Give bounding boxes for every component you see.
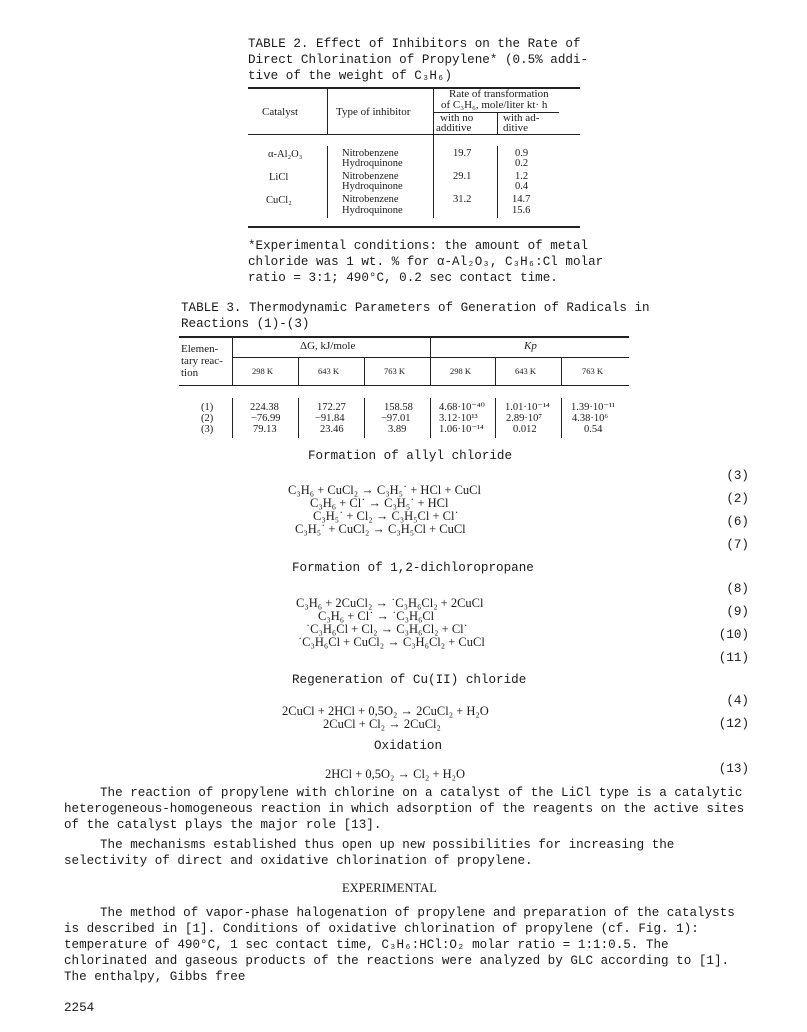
cell-catalyst: CuCl₂ [266, 195, 292, 206]
cell-dg-763: 158.58 [384, 402, 413, 413]
col-header-reaction: tary reac- [181, 355, 223, 367]
col-header-rate: of C₃H₆, mole/liter kt· h [441, 99, 548, 111]
col-header-reaction: tion [181, 367, 199, 379]
cell-kp-298: 3.12·10¹³ [439, 413, 478, 424]
paragraph: The mechanisms established thus open up new possibilities for increasing the selectivity of direct and oxidative chlorination of propylene. [64, 838, 675, 868]
col-header-reaction: Elemen- [181, 343, 219, 355]
col-header-inhibitor: Type of inhibitor [336, 106, 411, 118]
cell-kp-643: 1.01·10⁻¹⁴ [505, 402, 550, 413]
equation: C₃H₆ + Cl˙ → ˙C₃H₆Cl [318, 609, 435, 623]
equation-number: (13) [718, 762, 749, 776]
table-rule [495, 398, 496, 438]
cell-dg-298: 224.38 [250, 402, 279, 413]
col-header-temp: 298 K [252, 366, 274, 376]
cell-rate-no-additive: 19.7 [453, 148, 472, 159]
cell-kp-763: 4.38·10⁶ [572, 413, 609, 424]
table-rule [232, 357, 629, 358]
cell-dg-643: 172.27 [317, 402, 346, 413]
equation-number: (10) [718, 628, 749, 642]
cell-rate-no-additive: 29.1 [453, 171, 472, 182]
equation: ˙C₃H₆Cl + CuCl₂ → C₃H₆Cl₂ + CuCl [298, 635, 485, 649]
table-rule [248, 226, 580, 228]
equation-number: (4) [726, 694, 749, 708]
table-rule [497, 112, 498, 134]
table2-caption-line: tive of the weight of C₃H₆) [248, 69, 453, 83]
equation: ˙C₃H₆Cl + Cl₂ → C₃H₆Cl₂ + Cl˙ [306, 622, 468, 636]
equation: 2CuCl + 2HCl + 0,5O₂ → 2CuCl₂ + H₂O [282, 704, 489, 718]
cell-reaction: (2) [201, 413, 214, 424]
table-rule [327, 88, 328, 134]
paragraph: The reaction of propylene with chlorine on a catalyst of the LiCl type is a catalytic heterogeneous-homogeneous reaction in which adsorption of the reagents on the active sites of the catalyst plays the major role [13]. [64, 786, 745, 832]
table-rule [232, 398, 233, 438]
cell-dg-763: −97.01 [381, 413, 411, 424]
cell-kp-643: 2.89·10⁷ [506, 413, 543, 424]
footnote-line: *Experimental conditions: the amount of metal [248, 239, 589, 253]
cell-dg-643: −91.84 [315, 413, 345, 424]
cell-rate-additive: 15.6 [512, 205, 531, 216]
equation-number: (2) [726, 492, 749, 506]
cell-kp-298: 1.06·10⁻¹⁴ [439, 424, 484, 435]
col-header-temp: 643 K [318, 366, 340, 376]
col-header-temp: 298 K [450, 366, 472, 376]
table3-caption-line: Reactions (1)-(3) [181, 317, 310, 331]
table-rule [561, 398, 562, 438]
cell-kp-763: 1.39·10⁻¹¹ [571, 402, 616, 413]
cell-reaction: (1) [201, 402, 214, 413]
cell-rate-additive: 1.2 [515, 171, 529, 182]
section-heading: EXPERIMENTAL [342, 881, 437, 895]
cell-inhibitor: Hydroquinone [342, 158, 403, 169]
cell-kp-643: 0.012 [513, 424, 537, 435]
cell-rate-additive: 14.7 [512, 194, 531, 205]
col-header-no-additive: with no [440, 112, 474, 124]
section-heading: Formation of allyl chloride [308, 449, 513, 463]
equation: C₃H₆ + Cl˙ → C₃H₅˙ + HCl [310, 496, 449, 510]
col-header-temp: 643 K [515, 366, 537, 376]
col-header-temp: 763 K [384, 366, 406, 376]
page-number: 2254 [64, 1001, 95, 1015]
cell-rate-no-additive: 31.2 [453, 194, 472, 205]
cell-inhibitor: Nitrobenzene [342, 148, 399, 159]
table-rule [430, 398, 431, 438]
cell-dg-763: 3.89 [388, 424, 407, 435]
table-rule [232, 337, 233, 385]
table-rule [561, 357, 562, 385]
equation: 2HCl + 0,5O₂ → Cl₂ + H₂O [325, 767, 466, 781]
col-header-kp: Kp [524, 340, 537, 352]
equation: C₃H₆ + 2CuCl₂ → ˙C₃H₆Cl₂ + 2CuCl [296, 596, 484, 610]
cell-rate-additive: 0.4 [515, 181, 529, 192]
footnote-line: chloride was 1 wt. % for α-Al₂O₃, C₃H₆:Cl molar [248, 255, 604, 269]
table-rule [179, 385, 629, 386]
table2-caption-line: TABLE 2. Effect of Inhibitors on the Rate of [248, 37, 581, 51]
cell-dg-298: −76.99 [251, 413, 281, 424]
cell-kp-763: 0.54 [584, 424, 603, 435]
cell-rate-additive: 0.2 [515, 158, 529, 169]
table-rule [298, 398, 299, 438]
cell-inhibitor: Nitrobenzene [342, 171, 399, 182]
table-rule [364, 357, 365, 385]
footnote-line: ratio = 3:1; 490°C, 0.2 sec contact time. [248, 271, 558, 285]
equation: 2CuCl + Cl₂ → 2CuCl₂ [323, 717, 441, 731]
cell-inhibitor: Hydroquinone [342, 205, 403, 216]
equation: C₃H₆ + CuCl₂ → C₃H₅˙ + HCl + CuCl [288, 483, 481, 497]
equation-number: (8) [726, 582, 749, 596]
col-header-delta-g: ΔG, kJ/mole [300, 340, 356, 352]
table-rule [248, 134, 580, 135]
section-heading: Regeneration of Cu(II) chloride [292, 673, 527, 687]
table2-caption-line: Direct Chlorination of Propylene* (0.5% addi- [248, 53, 589, 67]
table-rule [430, 337, 431, 385]
cell-inhibitor: Hydroquinone [342, 181, 403, 192]
table-rule [495, 357, 496, 385]
table-rule [298, 357, 299, 385]
section-heading: Formation of 1,2-dichloropropane [292, 561, 534, 575]
cell-inhibitor: Nitrobenzene [342, 194, 399, 205]
equation-number: (6) [726, 515, 749, 529]
paragraph: The method of vapor-phase halogenation of propylene and preparation of the catalysts is described in [1]. Conditions of oxidative chlorination of propylene (cf. Fig. 1): temperature of 490°C, 1 sec contact time, C₃H₆:HCl:O₂ molar ratio = 1:1:0.5. The chlorinated and gaseous products of the reactions were analyzed by GLC according to [1]. The enthalpy, Gibbs free [64, 906, 735, 984]
table-rule [497, 146, 498, 218]
equation-number: (9) [726, 605, 749, 619]
cell-catalyst: LiCl [269, 172, 289, 183]
table3-caption-line: TABLE 3. Thermodynamic Parameters of Generation of Radicals in [181, 301, 650, 315]
table-rule [179, 336, 629, 338]
cell-kp-298: 4.68·10⁻⁴⁰ [439, 402, 485, 413]
equation-number: (12) [718, 717, 749, 731]
cell-reaction: (3) [201, 424, 214, 435]
equation: C₃H₅˙ + CuCl₂ → C₃H₅Cl + CuCl [295, 522, 466, 536]
equation: C₃H₅˙ + Cl₂ → C₃H₅Cl + Cl˙ [313, 509, 459, 523]
equation-number: (11) [718, 651, 749, 665]
col-header-temp: 763 K [582, 366, 604, 376]
cell-rate-additive: 0.9 [515, 148, 529, 159]
cell-catalyst: α-Al₂O₃ [268, 149, 303, 160]
cell-dg-298: 79.13 [253, 424, 277, 435]
equation-number: (3) [726, 469, 749, 483]
table-rule [364, 398, 365, 438]
col-header-no-additive: additive [436, 122, 472, 134]
cell-dg-643: 23.46 [320, 424, 344, 435]
col-header-additive: ditive [503, 122, 529, 134]
col-header-catalyst: Catalyst [262, 106, 299, 118]
equation-number: (7) [726, 538, 749, 552]
col-header-additive: with ad- [503, 112, 540, 124]
section-heading: Oxidation [374, 739, 443, 753]
col-header-rate: Rate of transformation [449, 88, 549, 100]
table-rule [433, 88, 434, 218]
table-rule [327, 146, 328, 218]
